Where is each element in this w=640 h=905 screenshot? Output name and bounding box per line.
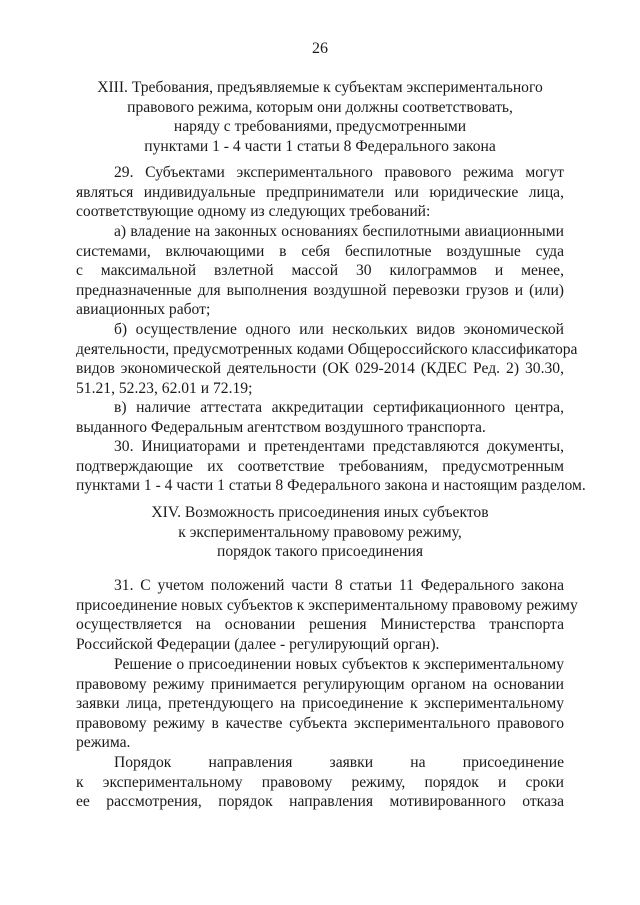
section-14-heading	[76, 503, 564, 562]
text-line: в) наличие аттестата аккредитации сертификационного центра,	[114, 399, 564, 416]
heading-line: XIII. Требования, предъявляемые к субъектам экспериментального	[97, 79, 543, 96]
heading-line: XIV. Возможность присоединения иных субъектов	[151, 504, 489, 521]
text-line: правовому режиму принимается регулирующим органом на основании	[76, 675, 564, 693]
text-line: заявки лица, претендующего на присоединение к экспериментальному	[76, 695, 564, 713]
text-line: подтверждающие их соответствие требованиям, предусмотренным	[76, 457, 564, 475]
paragraph-29-c	[76, 398, 564, 437]
paragraph-29	[76, 163, 564, 222]
text-line: к экспериментальному правовому режиму, порядок и сроки	[76, 773, 564, 791]
text-line: 30. Инициаторами и претендентами представляются документы,	[114, 438, 564, 455]
text-line: присоединение новых субъектов к экспериментальному правовому режиму	[76, 596, 578, 614]
heading-line: наряду с требованиями, предусмотренными	[173, 118, 467, 135]
text-line: Российской Федерации (далее - регулирующий орган).	[76, 635, 440, 653]
heading-line: к экспериментальному правовому режиму,	[178, 523, 462, 541]
text-line: системами, включающими в себя беспилотные воздушные суда	[76, 242, 564, 260]
text-line: предназначенные для выполнения воздушной перевозки грузов и (или)	[76, 281, 564, 299]
text-line: правовому режиму в качестве субъекта экспериментального правового	[76, 714, 564, 732]
section-13-heading	[76, 78, 564, 156]
heading-line: порядок такого присоединения	[216, 543, 424, 560]
text-line: б) осуществление одного или нескольких видов экономической	[114, 321, 564, 338]
text-line: с максимальной взлетной массой 30 килограммов и менее,	[76, 262, 564, 280]
paragraph-procedure	[76, 753, 564, 812]
paragraph-31	[76, 576, 578, 654]
text-line: выданного Федеральным агентством воздушного транспорта.	[76, 418, 486, 436]
page-number: 26	[312, 40, 328, 57]
text-line: являться индивидуальные предприниматели или юридические лица,	[76, 183, 564, 201]
text-line: 31. С учетом положений части 8 статьи 11 Федерального закона	[114, 577, 564, 594]
heading-line: правового режима, которым они должны соответствовать,	[127, 98, 513, 116]
text-line: осуществляется на основании решения Министерства транспорта	[76, 616, 564, 634]
paragraph-30	[76, 437, 586, 496]
text-line: режима.	[76, 734, 131, 752]
paragraph-29-b	[76, 320, 578, 398]
text-line: 51.21, 52.23, 62.01 и 72.19;	[76, 379, 253, 397]
text-line: авиационных работ;	[76, 301, 211, 319]
paragraph-decision	[76, 655, 564, 753]
text-line: Порядок направления заявки на присоединение	[114, 754, 564, 771]
text-line: а) владение на законных основаниях беспилотными авиационными	[114, 223, 564, 240]
text-line: деятельности, предусмотренных кодами Общероссийского классификатора	[76, 340, 578, 358]
paragraph-29-a	[76, 222, 564, 320]
text-line: Решение о присоединении новых субъектов к экспериментальному	[114, 656, 564, 673]
text-line: ее рассмотрения, порядок направления мотивированного отказа	[76, 793, 564, 811]
text-line: пунктами 1 - 4 части 1 статьи 8 Федерального закона и настоящим разделом.	[76, 477, 586, 495]
text-line: видов экономической деятельности (ОК 029-2014 (КДЕС Ред. 2) 30.30,	[76, 360, 564, 378]
text-line: соответствующие одному из следующих требований:	[76, 203, 431, 221]
heading-line: пунктами 1 - 4 части 1 статьи 8 Федерального закона	[144, 137, 496, 155]
text-line: 29. Субъектами экспериментального правового режима могут	[114, 164, 564, 181]
